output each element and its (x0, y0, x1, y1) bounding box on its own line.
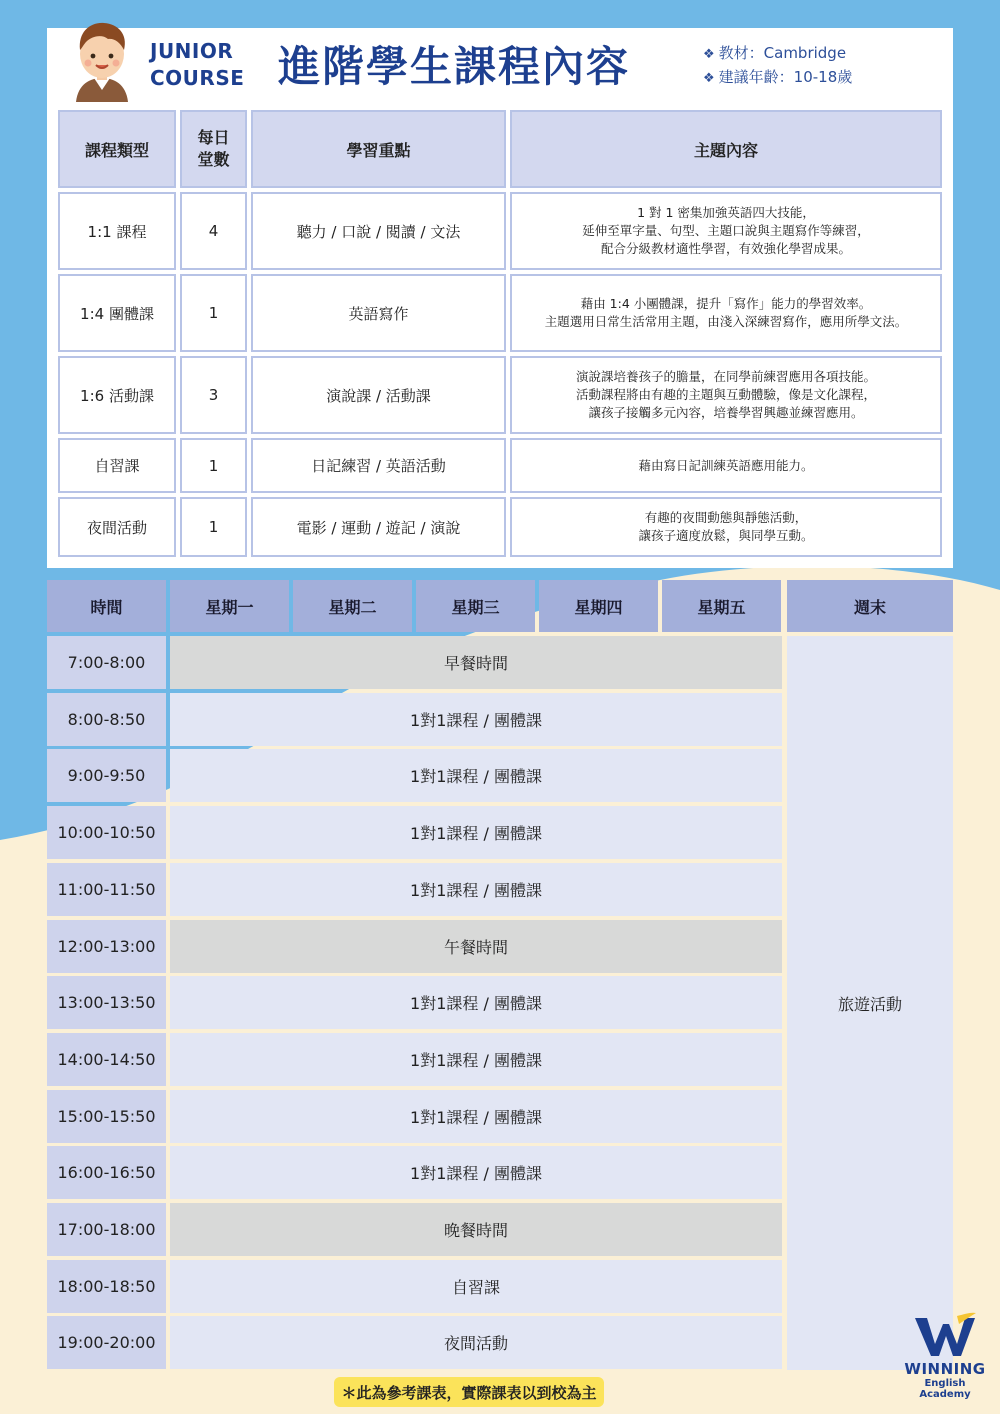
schedule-time-cell: 11:00-11:50 (47, 863, 166, 916)
weekend-activity: 旅遊活動 (787, 636, 953, 1370)
schedule-activity-cell: 1對1課程 / 團體課 (170, 806, 782, 859)
col-header-type: 課程類型 (58, 110, 176, 188)
diamond-icon: ❖ (703, 71, 715, 86)
course-type: 1:1 課程 (58, 192, 176, 270)
course-focus: 電影 / 運動 / 遊記 / 演說 (251, 497, 506, 557)
junior-line2: COURSE (150, 66, 245, 90)
schedule-time-cell: 7:00-8:00 (47, 636, 166, 689)
schedule-activity-cell: 1對1課程 / 團體課 (170, 749, 782, 802)
junior-line1: JUNIOR (150, 39, 234, 63)
course-type: 夜間活動 (58, 497, 176, 557)
course-type: 1:6 活動課 (58, 356, 176, 434)
schedule-time-cell: 15:00-15:50 (47, 1090, 166, 1143)
schedule-activity-cell: 午餐時間 (170, 920, 782, 973)
meta-age (703, 66, 852, 90)
schedule-time-cell: 17:00-18:00 (47, 1203, 166, 1256)
schedule-time-cell: 8:00-8:50 (47, 693, 166, 746)
table-row (58, 356, 942, 434)
course-focus: 日記練習 / 英語活動 (251, 438, 506, 493)
course-content: 有趣的夜間動態與靜態活動， 讓孩子適度放鬆，與同學互動。 (510, 497, 942, 557)
schedule-activity-cell: 自習課 (170, 1260, 782, 1313)
schedule-time-cell: 14:00-14:50 (47, 1033, 166, 1086)
schedule-activity-cell: 早餐時間 (170, 636, 782, 689)
course-focus: 聽力 / 口說 / 閱讀 / 文法 (251, 192, 506, 270)
course-type: 1:4 團體課 (58, 274, 176, 352)
table-row (58, 274, 942, 352)
col-header-count: 每日 堂數 (180, 110, 247, 188)
schedule-header-time: 時間 (47, 580, 166, 632)
course-content: 藉由寫日記訓練英語應用能力。 (510, 438, 942, 493)
schedule-activity-cell: 1對1課程 / 團體課 (170, 693, 782, 746)
logo-subtitle: English Academy (919, 1378, 971, 1400)
course-focus: 演說課 / 活動課 (251, 356, 506, 434)
schedule-activity-cell: 1對1課程 / 團體課 (170, 1146, 782, 1199)
meta-age-text: 建議年齡：10-18歲 (718, 68, 853, 86)
schedule-time-cell: 16:00-16:50 (47, 1146, 166, 1199)
schedule-activity-cell: 1對1課程 / 團體課 (170, 863, 782, 916)
course-content: 1 對 1 密集加強英語四大技能， 延伸至單字量、句型、主題口說與主題寫作等練習， 配合分級教材適性學習，有效強化學習成果。 (510, 192, 942, 270)
schedule-time-cell: 12:00-13:00 (47, 920, 166, 973)
schedule-activity-cell: 晚餐時間 (170, 1203, 782, 1256)
meta-textbook (703, 42, 852, 66)
col-header-content: 主題內容 (510, 110, 942, 188)
junior-course-label (150, 38, 244, 92)
course-count: 1 (180, 274, 247, 352)
schedule-time-cell: 19:00-20:00 (47, 1316, 166, 1369)
table-row (58, 438, 942, 493)
course-table (54, 106, 946, 561)
course-meta (703, 42, 852, 90)
col-header-focus: 學習重點 (251, 110, 506, 188)
student-avatar-icon (72, 20, 132, 102)
winning-logo (900, 1312, 990, 1407)
schedule-activity-cell: 1對1課程 / 團體課 (170, 976, 782, 1029)
course-content: 藉由 1:4 小團體課，提升「寫作」能力的學習效率。 主題選用日常生活常用主題，由淺入深練習寫作，應用所學文法。 (510, 274, 942, 352)
course-type: 自習課 (58, 438, 176, 493)
schedule-activity-cell: 1對1課程 / 團體課 (170, 1033, 782, 1086)
schedule-header-weekend: 週末 (787, 580, 953, 632)
course-content: 演說課培養孩子的膽量，在同學前練習應用各項技能。 活動課程將由有趣的主題與互動體驗，像是文化課程， 讓孩子接觸多元內容，培養學習興趣並練習應用。 (510, 356, 942, 434)
course-count: 1 (180, 497, 247, 557)
page-title: 進階學生課程內容 (278, 42, 631, 91)
schedule-header-wed: 星期三 (416, 580, 535, 632)
diamond-icon: ❖ (703, 47, 715, 62)
meta-textbook-text: 教材：Cambridge (718, 44, 847, 62)
course-count: 1 (180, 438, 247, 493)
schedule-activity-cell: 1對1課程 / 團體課 (170, 1090, 782, 1143)
schedule-header-mon: 星期一 (170, 580, 289, 632)
course-focus: 英語寫作 (251, 274, 506, 352)
schedule-activity-cell: 夜間活動 (170, 1316, 782, 1369)
table-row (58, 192, 942, 270)
course-table-header-row (58, 110, 942, 188)
schedule-disclaimer: ＊此為參考課表，實際課表以到校為主 (334, 1377, 604, 1407)
schedule-time-cell: 13:00-13:50 (47, 976, 166, 1029)
schedule-header-thu: 星期四 (539, 580, 658, 632)
schedule-header-fri: 星期五 (662, 580, 781, 632)
schedule-time-cell: 9:00-9:50 (47, 749, 166, 802)
course-count: 3 (180, 356, 247, 434)
logo-name: WINNING (904, 1360, 986, 1378)
schedule-time-cell: 10:00-10:50 (47, 806, 166, 859)
winning-w-logo-icon (913, 1312, 977, 1360)
weekly-schedule (47, 580, 953, 1370)
table-row (58, 497, 942, 557)
schedule-header-tue: 星期二 (293, 580, 412, 632)
schedule-time-cell: 18:00-18:50 (47, 1260, 166, 1313)
course-count: 4 (180, 192, 247, 270)
